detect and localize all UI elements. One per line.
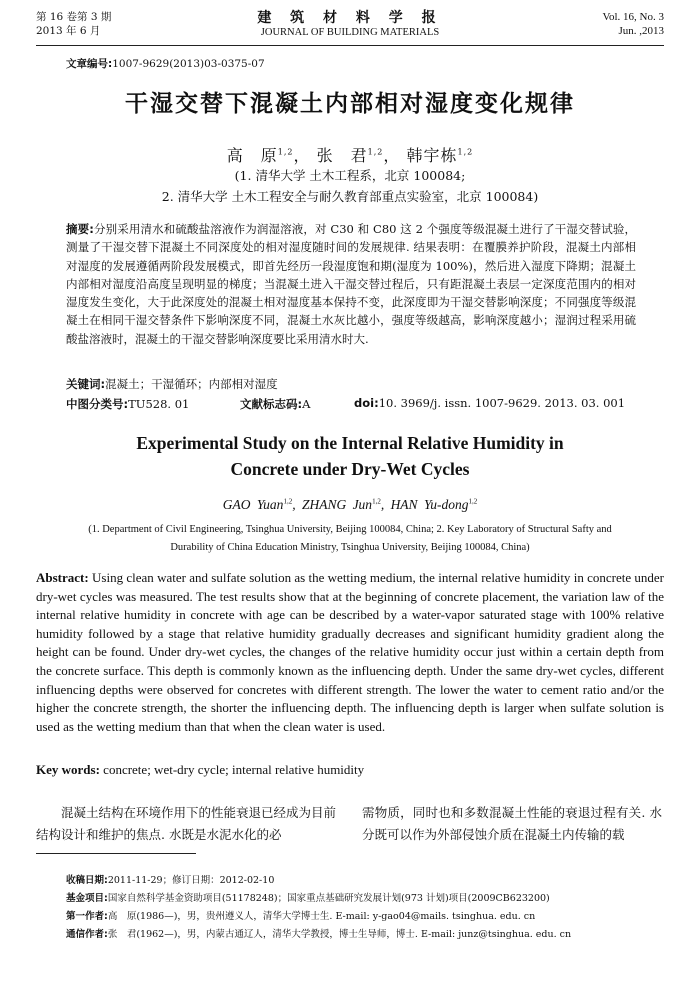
author-2-cn: 张 君 — [316, 146, 368, 165]
body-column-left: 混凝土结构在环境作用下的性能衰退已经成为目前结构设计和维护的焦点. 水既是水泥水化的必 — [36, 805, 337, 842]
paper-title-cn: 干湿交替下混凝土内部相对湿度变化规律 — [125, 91, 575, 117]
author-3-affil-mark: 1,2 — [457, 147, 474, 157]
article-number-value: 1007-9629(2013)03-0375-07 — [112, 58, 265, 70]
author-2-en: ZHANG Jun — [301, 497, 373, 512]
keywords-en-label: Key words: — [36, 762, 100, 777]
abstract-cn-label: 摘要: — [66, 222, 94, 236]
paper-title-en — [0, 430, 700, 482]
header-right — [602, 10, 664, 38]
author-3-en: HAN Yu-dong — [390, 497, 469, 512]
abstract-en — [36, 569, 664, 736]
document-code — [240, 396, 310, 412]
affiliation-cn-1: (1. 清华大学 土木工程系，北京 100084; — [234, 168, 466, 183]
author-2-affil-mark: 1,2 — [367, 147, 384, 157]
affiliation-cn-2: 2. 清华大学 土木工程安全与耐久教育部重点实验室，北京 100084) — [161, 189, 539, 204]
abstract-en-label: Abstract: — [36, 570, 89, 585]
clc-value: TU528. 01 — [128, 397, 190, 411]
footnote-received — [66, 872, 274, 886]
footnote-fund-label: 基金项目: — [66, 893, 108, 904]
keywords-cn-text: 混凝土；干湿循环；内部相对湿度 — [105, 377, 278, 391]
author-separator: ， — [383, 146, 401, 165]
date-cn: 2013 年 6 月 — [36, 25, 101, 37]
keywords-cn — [66, 376, 278, 392]
document-code-value: A — [302, 397, 311, 411]
footnote-received-label: 收稿日期: — [66, 875, 108, 886]
footnote-fund-text: 国家自然科学基金资助项目(51178248)；国家重点基础研究发展计划(973 计划)项目(2009CB623200) — [107, 893, 550, 904]
keywords-en — [36, 762, 364, 778]
doi-value: 10. 3969/j. issn. 1007-9629. 2013. 03. 001 — [378, 396, 626, 410]
footnote-divider — [36, 853, 196, 854]
abstract-cn-text: 分别采用清水和硫酸盐溶液作为润湿溶液，对 C30 和 C80 这 2 个强度等级混凝土进行了干湿交替试验，测量了干湿交替下混凝土不同深度处的相对湿度随时间的发展规律. 结果表明：在覆膜养护阶段，混凝土内部相对湿度的发展遵循两阶段发展模式，即首先经历一段湿度饱和期(湿度为 100%)，然后进入湿度下降期；混凝土内部相对湿度沿高度呈现明显的梯度；当混凝土进入干湿交替过程后，只有距混凝土表层一定深度范围内的相对湿度发生变化，大于此深度处的混凝土相对湿度基本保持不变，此深度即为干湿交替影响深度；不同强度等级混凝土在相同干湿交替条件下影响深度不同，混凝土水灰比越小，强度等级越高，影响深度越小；湿润过程采用硫酸盐溶液时，混凝土的干湿交替影响深度要比采用清水时大. — [66, 222, 636, 346]
header-divider — [36, 45, 664, 46]
body-column-right: 需物质，同时也和多数混凝土性能的衰退过程有关. 水分既可以作为外部侵蚀介质在混凝土内传输的载 — [362, 805, 662, 842]
abstract-cn — [66, 220, 636, 348]
author-1-affil-mark: 1,2 — [277, 147, 294, 157]
volume-cn: 第 16 卷第 3 期 — [36, 11, 112, 23]
author-3-cn: 韩宇栋 — [406, 146, 458, 165]
footnote-corresponding-author-label: 通信作者: — [66, 929, 108, 940]
keywords-en-text: concrete; wet-dry cycle; internal relative humidity — [103, 762, 365, 777]
footnote-fund — [66, 890, 550, 904]
date-en: Jun. ,2013 — [618, 25, 664, 37]
authors-en — [0, 497, 700, 513]
author-separator: , — [380, 497, 385, 512]
author-3-en-affil-mark: 1,2 — [468, 497, 478, 506]
author-1-en: GAO Yuan — [222, 497, 284, 512]
authors-cn — [0, 143, 700, 166]
journal-name — [36, 10, 664, 40]
article-number — [66, 56, 265, 71]
volume-en: Vol. 16, No. 3 — [602, 11, 664, 23]
footnote-first-author-label: 第一作者: — [66, 911, 108, 922]
keywords-cn-label: 关键词: — [66, 377, 106, 391]
footnote-received-text: 2011-11-29；修订日期：2012-02-10 — [107, 875, 275, 886]
doi-label: doi: — [354, 396, 379, 410]
author-1-en-affil-mark: 1,2 — [283, 497, 293, 506]
author-2-en-affil-mark: 1,2 — [372, 497, 381, 506]
author-separator: , — [292, 497, 296, 512]
paper-title-en-line-2: Concrete under Dry-Wet Cycles — [230, 459, 470, 479]
doi — [354, 396, 625, 410]
author-1-cn: 高 原 — [226, 146, 278, 165]
clc-label: 中图分类号: — [66, 397, 129, 411]
footnote-first-author — [66, 908, 535, 922]
article-number-label: 文章编号: — [66, 58, 113, 70]
abstract-en-text: Using clean water and sulfate solution as the wetting medium, the internal relative humidity in concrete under dry-wet cycles was measured. The test results show that at the beginning of concrete placement, the variation law of the internal relative humidity in concrete with age can be described by a water-vapor saturated stage with 100% relative humidity followed by a stage that relative humidity gradually decreases and significant humidity gradient along the height can be found. Under dry-wet cycles, the changes of the relative humidity occur just within a certain depth from the concrete surface. This depth is commonly known as the influencing depth. Under the same dry-wet cycles, different influencing depths were observed for concretes with different strength. The lower the water to cement ratio and/or the higher the concrete strength, the shorter the influencing depth. The influencing depth is larger when sulfate solution is used as the wetting medium than that when the clean water is used. — [36, 570, 665, 734]
footnote-first-author-text: 高 原(1986—)，男，贵州遵义人，清华大学博士生. E-mail: y-gao04@mails. tsinghua. edu. cn — [107, 911, 536, 922]
running-header — [36, 10, 664, 44]
document-code-label: 文献标志码: — [240, 397, 303, 411]
clc-code — [66, 396, 189, 412]
footnote-corresponding-author-text: 张 君(1962—)，男，内蒙古通辽人，清华大学教授，博士生导师，博士. E-mail: junz@tsinghua. edu. cn — [107, 929, 572, 940]
paper-title-en-line-1: Experimental Study on the Internal Relative Humidity in — [136, 433, 564, 453]
footnote-corresponding-author — [66, 926, 571, 940]
journal-name-cn: 建 筑 材 料 学 报 — [257, 10, 443, 26]
affiliation-en: (1. Department of Civil Engineering, Tsinghua University, Beijing 100084, China; 2. Key Laboratory of Structural Safty and Durability of China Education Ministry, Tsinghua University, Beijing 100084, China) — [88, 524, 612, 553]
author-separator: ， — [293, 146, 311, 165]
journal-name-en: JOURNAL OF BUILDING MATERIALS — [260, 27, 440, 38]
